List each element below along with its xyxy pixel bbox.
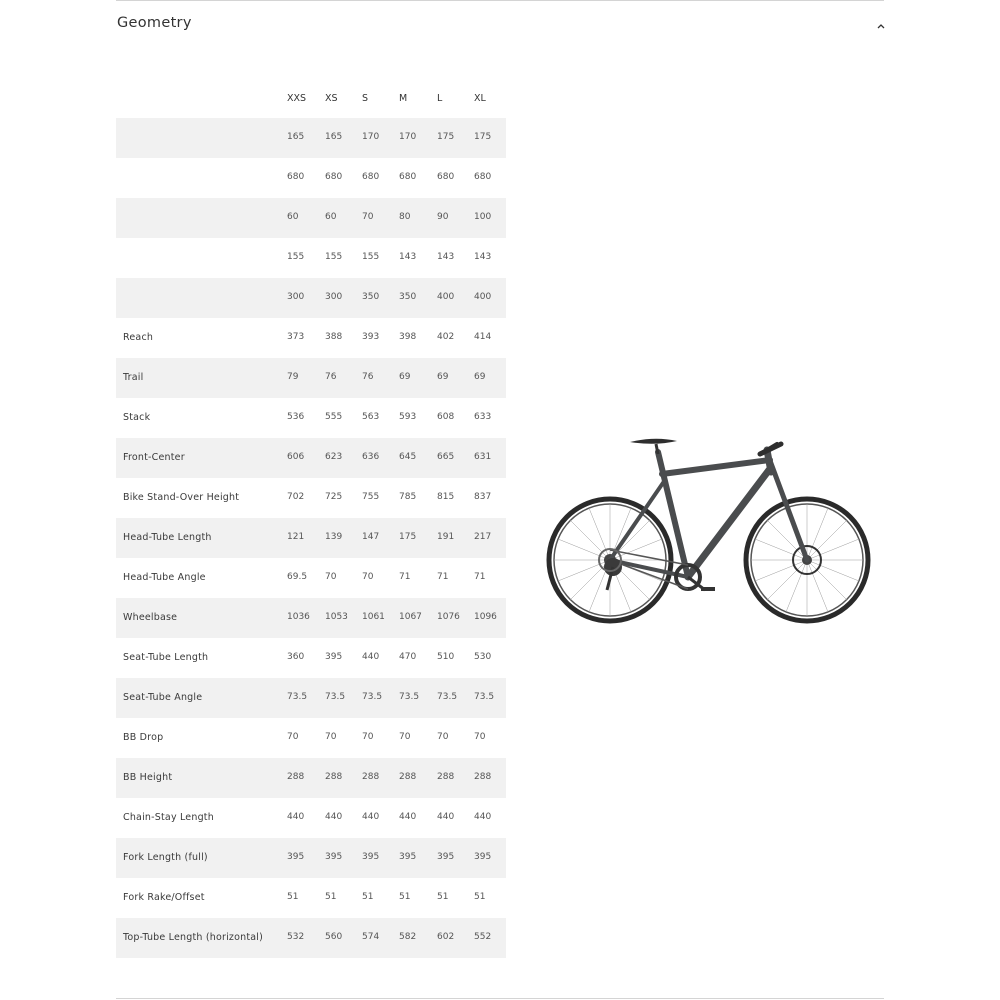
row-label: Fork Length (full)	[123, 852, 208, 863]
table-cell: 602	[437, 932, 455, 942]
table-cell: 76	[362, 372, 374, 382]
top-divider	[116, 0, 884, 1]
table-cell: 69	[474, 372, 486, 382]
table-cell: 623	[325, 452, 343, 462]
table-cell: 402	[437, 332, 455, 342]
row-label: Fork Rake/Offset	[123, 892, 205, 903]
table-cell: 815	[437, 492, 455, 502]
table-cell: 71	[399, 572, 411, 582]
table-cell: 680	[437, 172, 455, 182]
table-cell: 288	[287, 772, 305, 782]
size-header-xs: XS	[325, 93, 338, 104]
table-cell: 155	[362, 252, 380, 262]
table-cell: 395	[399, 852, 417, 862]
table-row	[116, 798, 506, 838]
table-cell: 170	[362, 132, 380, 142]
table-cell: 680	[474, 172, 492, 182]
table-cell: 440	[437, 812, 455, 822]
row-label: Front-Center	[123, 452, 185, 463]
geometry-table	[116, 80, 506, 958]
table-cell: 70	[362, 212, 374, 222]
table-row	[116, 598, 506, 638]
section-title: Geometry	[117, 15, 192, 31]
table-row	[116, 718, 506, 758]
table-cell: 80	[399, 212, 411, 222]
table-cell: 70	[474, 732, 486, 742]
table-cell: 73.5	[474, 692, 495, 702]
table-row	[116, 238, 506, 278]
row-label: Seat-Tube Angle	[123, 692, 203, 703]
table-cell: 440	[362, 812, 380, 822]
table-header-row	[116, 80, 506, 118]
table-cell: 440	[287, 812, 305, 822]
table-cell: 70	[362, 732, 374, 742]
table-cell: 70	[325, 732, 337, 742]
table-row	[116, 558, 506, 598]
table-cell: 532	[287, 932, 305, 942]
row-label: Head-Tube Angle	[123, 572, 206, 583]
table-cell: 288	[437, 772, 455, 782]
table-cell: 395	[474, 852, 492, 862]
bottom-divider	[116, 998, 884, 999]
table-cell: 70	[287, 732, 299, 742]
table-row	[116, 438, 506, 478]
table-cell: 300	[325, 292, 343, 302]
table-cell: 636	[362, 452, 380, 462]
collapse-chevron-icon[interactable]	[875, 20, 887, 32]
table-row	[116, 878, 506, 918]
table-cell: 440	[362, 652, 380, 662]
size-header-xl: XL	[474, 93, 486, 104]
table-cell: 398	[399, 332, 417, 342]
table-cell: 165	[287, 132, 305, 142]
table-cell: 51	[474, 892, 486, 902]
table-cell: 170	[399, 132, 417, 142]
table-cell: 1036	[287, 612, 310, 622]
table-cell: 69	[437, 372, 449, 382]
table-cell: 155	[287, 252, 305, 262]
table-cell: 139	[325, 532, 343, 542]
table-cell: 552	[474, 932, 492, 942]
table-cell: 645	[399, 452, 417, 462]
table-row	[116, 158, 506, 198]
row-label: Wheelbase	[123, 612, 178, 623]
table-cell: 350	[362, 292, 380, 302]
table-cell: 175	[474, 132, 492, 142]
table-cell: 51	[287, 892, 299, 902]
table-cell: 1061	[362, 612, 385, 622]
table-cell: 755	[362, 492, 380, 502]
table-cell: 51	[325, 892, 337, 902]
table-cell: 680	[325, 172, 343, 182]
table-cell: 1076	[437, 612, 460, 622]
table-cell: 217	[474, 532, 492, 542]
table-cell: 76	[325, 372, 337, 382]
bike-frame-icon	[610, 450, 807, 577]
table-row	[116, 398, 506, 438]
table-cell: 79	[287, 372, 299, 382]
table-cell: 155	[325, 252, 343, 262]
table-cell: 680	[287, 172, 305, 182]
table-cell: 121	[287, 532, 305, 542]
table-cell: 73.5	[362, 692, 383, 702]
table-cell: 593	[399, 412, 417, 422]
table-cell: 785	[399, 492, 417, 502]
table-cell: 530	[474, 652, 492, 662]
table-cell: 71	[437, 572, 449, 582]
table-row	[116, 318, 506, 358]
table-row	[116, 678, 506, 718]
table-cell: 702	[287, 492, 305, 502]
table-cell: 395	[287, 852, 305, 862]
row-label: Chain-Stay Length	[123, 812, 214, 823]
table-cell: 60	[325, 212, 337, 222]
row-label: BB Drop	[123, 732, 164, 743]
table-cell: 350	[399, 292, 417, 302]
table-row	[116, 758, 506, 798]
row-label: Top-Tube Length (horizontal)	[123, 932, 264, 943]
table-cell: 69.5	[287, 572, 308, 582]
table-cell: 60	[287, 212, 299, 222]
table-cell: 1096	[474, 612, 497, 622]
table-cell: 631	[474, 452, 492, 462]
table-cell: 563	[362, 412, 380, 422]
row-label: Reach	[123, 332, 154, 343]
table-cell: 360	[287, 652, 305, 662]
size-header-m: M	[399, 93, 408, 104]
table-body	[116, 118, 506, 958]
table-cell: 70	[399, 732, 411, 742]
table-row	[116, 118, 506, 158]
table-cell: 400	[437, 292, 455, 302]
table-cell: 143	[437, 252, 455, 262]
table-cell: 440	[325, 812, 343, 822]
bike-image	[545, 432, 875, 628]
table-cell: 680	[399, 172, 417, 182]
table-row	[116, 278, 506, 318]
table-cell: 70	[437, 732, 449, 742]
table-cell: 70	[362, 572, 374, 582]
table-cell: 400	[474, 292, 492, 302]
table-cell: 395	[362, 852, 380, 862]
table-cell: 510	[437, 652, 455, 662]
row-label: Seat-Tube Length	[123, 652, 209, 663]
row-label: BB Height	[123, 772, 173, 783]
table-cell: 70	[325, 572, 337, 582]
table-row	[116, 478, 506, 518]
table-cell: 73.5	[325, 692, 346, 702]
table-cell: 69	[399, 372, 411, 382]
table-cell: 395	[325, 852, 343, 862]
table-row	[116, 518, 506, 558]
table-cell: 440	[474, 812, 492, 822]
table-row	[116, 918, 506, 958]
table-cell: 288	[474, 772, 492, 782]
table-cell: 574	[362, 932, 380, 942]
table-cell: 608	[437, 412, 455, 422]
table-cell: 388	[325, 332, 343, 342]
table-cell: 175	[399, 532, 417, 542]
size-header-s: S	[362, 93, 369, 104]
table-cell: 395	[325, 652, 343, 662]
table-cell: 51	[437, 892, 449, 902]
table-cell: 100	[474, 212, 492, 222]
table-cell: 300	[287, 292, 305, 302]
row-label: Head-Tube Length	[123, 532, 212, 543]
table-cell: 665	[437, 452, 455, 462]
table-cell: 73.5	[437, 692, 458, 702]
table-cell: 606	[287, 452, 305, 462]
table-cell: 71	[474, 572, 486, 582]
table-cell: 393	[362, 332, 380, 342]
table-cell: 143	[474, 252, 492, 262]
table-cell: 536	[287, 412, 305, 422]
table-cell: 633	[474, 412, 492, 422]
table-row	[116, 358, 506, 398]
table-cell: 440	[399, 812, 417, 822]
table-cell: 725	[325, 492, 343, 502]
size-header-xxs: XXS	[287, 93, 307, 104]
table-cell: 288	[399, 772, 417, 782]
table-cell: 191	[437, 532, 455, 542]
table-cell: 51	[399, 892, 411, 902]
table-cell: 414	[474, 332, 492, 342]
table-cell: 470	[399, 652, 417, 662]
table-cell: 73.5	[287, 692, 308, 702]
table-row	[116, 838, 506, 878]
table-cell: 288	[325, 772, 343, 782]
table-cell: 147	[362, 532, 380, 542]
table-row	[116, 638, 506, 678]
row-label: Trail	[123, 372, 144, 383]
table-cell: 73.5	[399, 692, 420, 702]
table-cell: 143	[399, 252, 417, 262]
table-cell: 555	[325, 412, 343, 422]
table-cell: 582	[399, 932, 417, 942]
table-cell: 1053	[325, 612, 348, 622]
table-cell: 175	[437, 132, 455, 142]
table-cell: 51	[362, 892, 374, 902]
table-cell: 837	[474, 492, 492, 502]
table-cell: 1067	[399, 612, 422, 622]
saddle-icon	[630, 439, 677, 454]
size-header-l: L	[437, 93, 443, 104]
table-cell: 680	[362, 172, 380, 182]
row-label: Bike Stand-Over Height	[123, 492, 240, 503]
table-row	[116, 198, 506, 238]
table-cell: 395	[437, 852, 455, 862]
table-cell: 560	[325, 932, 343, 942]
table-cell: 90	[437, 212, 449, 222]
table-cell: 288	[362, 772, 380, 782]
table-cell: 373	[287, 332, 305, 342]
row-label: Stack	[123, 412, 151, 423]
table-cell: 165	[325, 132, 343, 142]
